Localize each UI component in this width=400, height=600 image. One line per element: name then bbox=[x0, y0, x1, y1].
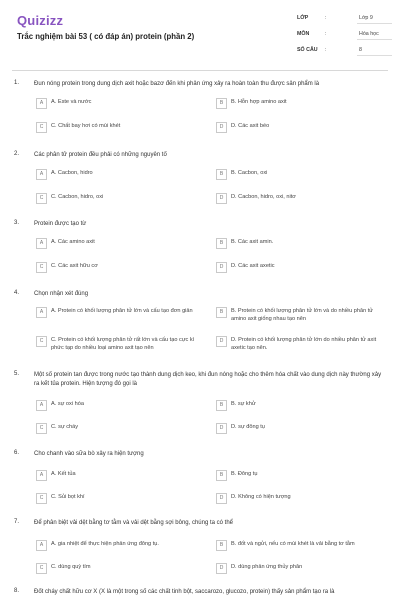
option-text: C. Các axit hữu cơ bbox=[51, 263, 98, 269]
option-text: A. Cacbon, hidro bbox=[51, 170, 93, 176]
option-text: A. Protein có khối lượng phân tử lớn và cấu tạo đơn giản bbox=[51, 308, 193, 314]
option-text: D. Không có hiện tượng bbox=[231, 494, 291, 500]
option-text: A. sự oxi hóa bbox=[51, 401, 84, 407]
option-text: D. Cacbon, hidro, oxi, nitơ bbox=[231, 194, 296, 200]
option-letter: B bbox=[216, 307, 227, 318]
option-text: B. Cacbon, oxi bbox=[231, 170, 268, 176]
option-letter: C bbox=[36, 423, 47, 434]
option-text: C. Protein có khối lượng phân tử rất lớn và cấu tạo cực kì phức tạp do nhiều loại amino axit tạo nên bbox=[51, 337, 195, 351]
question-text: Các phân tử protein đều phải có những nguyên tố bbox=[34, 152, 167, 158]
meta-class-value: Lớp 9 bbox=[359, 15, 373, 21]
question-text: Để phân biệt vải dệt bằng tơ tằm và vải dệt bằng sợi bông, chúng ta có thể bbox=[34, 520, 233, 526]
option-letter: D bbox=[216, 122, 227, 133]
option-letter: B bbox=[216, 98, 227, 109]
option-letter: A bbox=[36, 470, 47, 481]
option-text: D. Các axit béo bbox=[231, 123, 270, 129]
option-letter: A bbox=[36, 307, 47, 318]
worksheet-title: Trắc nghiệm bài 53 ( có đáp án) protein (phần 2) bbox=[17, 32, 195, 41]
option-letter: B bbox=[216, 400, 227, 411]
option-letter: C bbox=[36, 563, 47, 574]
option-text: B. Đông tụ bbox=[231, 471, 258, 477]
option-letter: C bbox=[36, 336, 47, 347]
option-text: D. dùng phản ứng thủy phân bbox=[231, 564, 303, 570]
option-text: B. đốt và ngửi, nếu có mùi khét là vải bằng tơ tằm bbox=[231, 541, 355, 547]
question-text: Một số protein tan được trong nước tạo thành dung dịch keo, khi đun nóng hoặc cho thêm hóa chất vào dung dịch này thường xảy ra kết tủa protein. Hiện tượng đó gọi là bbox=[34, 372, 382, 387]
option-letter: C bbox=[36, 262, 47, 273]
question-text: Protein được tạo từ bbox=[34, 221, 87, 227]
question-text: Đun nóng protein trong dung dịch axit hoặc bazơ đến khi phản ứng xảy ra hoàn toàn thu được sản phẩm là bbox=[34, 81, 320, 87]
header-divider bbox=[12, 70, 388, 71]
option-text: D. Protein có khối lượng phân tử lớn do nhiều phân tử axit axetic tạo nên. bbox=[231, 337, 377, 351]
meta-count: SỐ CÂU : 8 bbox=[297, 47, 392, 59]
quizizz-logo: Quizizz bbox=[17, 13, 64, 28]
option-letter: D bbox=[216, 493, 227, 504]
option-text: B. Các axit amin. bbox=[231, 239, 274, 245]
question-number: 2. bbox=[14, 151, 20, 157]
option-letter: A bbox=[36, 540, 47, 551]
question-number: 7. bbox=[14, 519, 20, 525]
option-letter: B bbox=[216, 238, 227, 249]
option-text: D. sự đông tụ bbox=[231, 424, 265, 430]
question-text: Đốt cháy chất hữu cơ X (X là một trong số các chất tinh bột, saccarozo, glucozo, protein) thấy sản phẩm tạo ra là bbox=[34, 589, 335, 595]
option-letter: B bbox=[216, 540, 227, 551]
question-number: 4. bbox=[14, 290, 20, 296]
option-letter: A bbox=[36, 400, 47, 411]
question-text: Cho chanh vào sữa bò xảy ra hiện tượng bbox=[34, 451, 144, 457]
question-number: 3. bbox=[14, 220, 20, 226]
option-text: A. Kết tủa bbox=[51, 471, 76, 477]
option-letter: D bbox=[216, 563, 227, 574]
option-letter: A bbox=[36, 98, 47, 109]
meta-count-value: 8 bbox=[359, 47, 362, 53]
option-text: B. Hỗn hợp amino axit bbox=[231, 99, 287, 105]
meta-subject-label: MÔN bbox=[297, 31, 310, 37]
question-number: 6. bbox=[14, 450, 20, 456]
option-letter: C bbox=[36, 193, 47, 204]
option-text: C. sự cháy bbox=[51, 424, 79, 430]
option-letter: D bbox=[216, 193, 227, 204]
meta-subject: MÔN : Hóa học bbox=[297, 31, 392, 43]
option-letter: A bbox=[36, 169, 47, 180]
worksheet-header bbox=[0, 0, 400, 64]
option-letter: D bbox=[216, 336, 227, 347]
question-text: Chọn nhận xét đúng bbox=[34, 291, 89, 297]
meta-count-label: SỐ CÂU bbox=[297, 47, 318, 53]
option-text: C. Cacbon, hidro, oxi bbox=[51, 194, 104, 200]
option-letter: D bbox=[216, 423, 227, 434]
option-text: A. Este và nước bbox=[51, 99, 92, 105]
option-text: C. dùng quỳ tím bbox=[51, 564, 91, 570]
question-number: 5. bbox=[14, 371, 20, 377]
option-text: C. Chất bay hơi có mùi khét bbox=[51, 123, 121, 129]
option-text: C. Sủi bọt khí bbox=[51, 494, 85, 500]
option-letter: A bbox=[36, 238, 47, 249]
question-number: 1. bbox=[14, 80, 20, 86]
option-letter: C bbox=[36, 493, 47, 504]
option-text: A. Các amino axit bbox=[51, 239, 95, 245]
option-letter: C bbox=[36, 122, 47, 133]
question-number: 8. bbox=[14, 588, 20, 594]
meta-class-label: LỚP bbox=[297, 15, 309, 21]
option-letter: B bbox=[216, 169, 227, 180]
option-text: B. Protein có khối lượng phân tử lớn và do nhiều phân tử amino axit giống nhau tạo nên bbox=[231, 308, 374, 322]
option-letter: D bbox=[216, 262, 227, 273]
option-text: A. gia nhiệt để thực hiện phản ứng đông tụ. bbox=[51, 541, 159, 547]
option-text: D. Các axit axetic bbox=[231, 263, 275, 269]
option-letter: B bbox=[216, 470, 227, 481]
option-text: B. sự khử bbox=[231, 401, 256, 407]
meta-subject-value: Hóa học bbox=[359, 31, 379, 37]
meta-class: LỚP : Lớp 9 bbox=[297, 15, 392, 27]
